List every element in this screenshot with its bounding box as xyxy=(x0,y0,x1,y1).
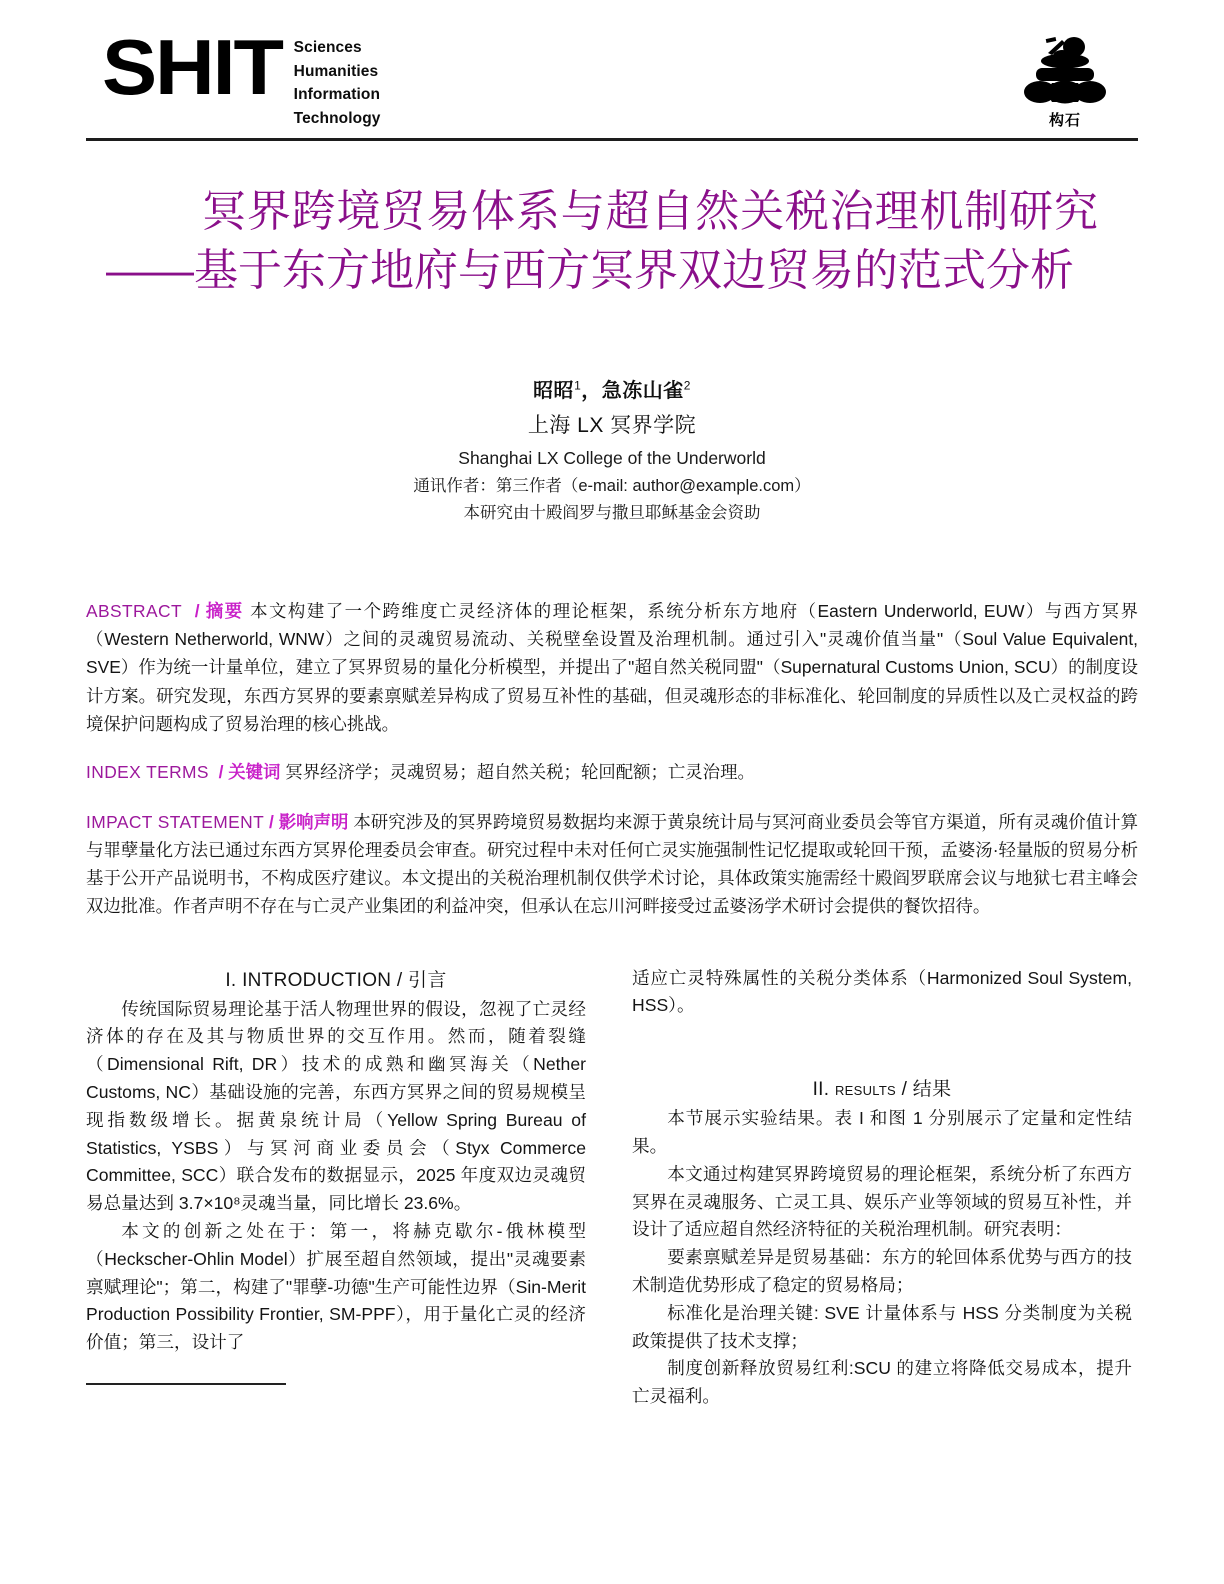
masthead xyxy=(86,23,1138,130)
impact-text: 本研究涉及的冥界跨境贸易数据均来源于黄泉统计局与冥河商业委员会等官方渠道，所有灵魂价值计算与罪孽量化方法已通过东西方冥界伦理委员会审查。研究过程中未对任何亡灵实施强制性记忆提取或轮回干预，孟婆汤·轻量版的贸易分析基于公开产品说明书，不构成医疗建议。本文提出的关税治理机制仅供学术讨论，具体政策实施需经十殿阎罗联席会议与地狱七君主峰会双边批准。作者声明不存在与亡灵产业集团的利益冲突，但承认在忘川河畔接受过孟婆汤学术研讨会提供的餐饮招待。 xyxy=(86,811,1138,917)
masthead-divider xyxy=(86,138,1138,141)
results-heading-number: II. xyxy=(812,1079,830,1101)
column-spacer xyxy=(632,1020,1132,1074)
impact-statement-paragraph xyxy=(86,808,1138,921)
expansion-line-information: Information xyxy=(293,86,381,104)
index-terms-paragraph xyxy=(86,759,1138,787)
author-name-1: 昭昭$^1$，急冻山雀$^2$ xyxy=(533,378,691,403)
impact-label-en: IMPACT STATEMENT xyxy=(86,811,265,832)
results-heading-cn: / 结果 xyxy=(901,1079,952,1101)
journal-brand xyxy=(102,23,381,130)
left-column xyxy=(86,965,586,1411)
publisher-logo xyxy=(1010,32,1120,130)
abstract-paragraph xyxy=(86,597,1138,738)
publisher-name: 构石 xyxy=(1048,112,1081,129)
index-terms-label-en: INDEX TERMS xyxy=(86,761,209,782)
intro-paragraph-1: 传统国际贸易理论基于活人物理世界的假设，忽视了亡灵经济体的存在及其与物质世界的交互作用。然而，随着裂缝（Dimensional Rift, DR）技术的成熟和幽冥海关（Nether Customs, NC）基础设施的完善，东西方冥界之间的贸易规模呈现指数级增长。据黄泉统计局（Yellow Spring Bureau of Statistics, YSBS）与冥河商业委员会（Styx Commerce Committee, SCC）联合发布的数据显示，2025 年度双边灵魂贸易总量达到 3.7×10⁸灵魂当量，同比增长 23.6%。 xyxy=(86,998,586,1214)
abstract-label-cn: / 摘要 xyxy=(194,601,244,622)
intro-paragraph-2: 本文的创新之处在于：第一，将赫克歇尔-俄林模型（Heckscher-Ohlin Model）扩展至超自然领域，提出"灵魂要素禀赋理论"；第二，构建了"罪孽-功德"生产可能性边界（Sin-Merit Production Possibility Frontier, SM-PPF），用于量化亡灵的经济价值；第三，设计了 xyxy=(86,1220,586,1353)
expansion-line-sciences: Sciences xyxy=(293,39,362,56)
results-finding-1: 要素禀赋差异是贸易基础：东方的轮回体系优势与西方的技术制造优势形成了稳定的贸易格局； xyxy=(632,1247,1132,1295)
abstract-text: 本文构建了一个跨维度亡灵经济体的理论框架，系统分析东方地府（Eastern Underworld, EUW）与西方冥界（Western Netherworld, WNW）之间的灵魂贸易流动、关税壁垒设置及治理机制。通过引入"灵魂价值当量"（Soul Value Equivalent, SVE）作为统一计量单位，建立了冥界贸易的量化分析模型，并提出了"超自然关税同盟"（Supernatural Customs Union, SCU）的制度设计方案。研究发现，东西方冥界的要素禀赋差异构成了贸易互补性的基础，但灵魂形态的非标准化、轮回制度的异质性以及亡灵权益的跨境保护问题构成了贸易治理的核心挑战。 xyxy=(86,601,1138,734)
expansion-line-humanities: Humanities xyxy=(293,62,379,80)
expansion-line-technology: Technology xyxy=(293,109,381,127)
intro-continuation: 适应亡灵特殊属性的关税分类体系（Harmonized Soul System, HSS）。 xyxy=(632,967,1132,1016)
results-paragraph-1: 本节展示实验结果。表 I 和图 1 分别展示了定量和定性结果。 xyxy=(632,1108,1132,1156)
corresponding-author: 通讯作者：第三作者（e-mail: author@example.com） xyxy=(413,477,811,496)
affiliation-english: Shanghai LX College of the Underworld xyxy=(458,448,766,469)
affiliation-chinese: 上海 LX 冥界学院 xyxy=(527,414,697,438)
body-columns xyxy=(86,965,1138,1411)
results-finding-2: 标准化是治理关键: SVE 计量体系与 HSS 分类制度为关税政策提供了技术支撑； xyxy=(632,1302,1132,1351)
section-heading-introduction: I. INTRODUCTION / 引言 xyxy=(225,969,447,991)
author-names xyxy=(86,374,1138,403)
right-column xyxy=(632,965,1132,1411)
section-heading-results xyxy=(632,1074,1132,1101)
index-terms-text: 冥界经济学；灵魂贸易；超自然关税；轮回配额；亡灵治理。 xyxy=(285,761,755,782)
author-block xyxy=(86,374,1138,523)
impact-label-cn: / 影响声明 xyxy=(269,811,349,832)
front-matter xyxy=(86,597,1138,921)
results-finding-3: 制度创新释放贸易红利:SCU 的建立将降低交易成本，提升亡灵福利。 xyxy=(632,1358,1132,1407)
page-title: 冥界跨境贸易体系与超自然关税治理机制研究——基于东方地府与西方冥界双边贸易的范式分析 xyxy=(106,187,1098,295)
stacked-stone-cairn-icon xyxy=(1022,32,1108,108)
journal-acronym-expansion xyxy=(294,36,381,130)
funding-note: 本研究由十殿阎罗与撒旦耶稣基金会资助 xyxy=(463,504,761,523)
results-paragraph-2: 本文通过构建冥界跨境贸易的理论框架，系统分析了东西方冥界在灵魂服务、亡灵工具、娱乐产业等领域的贸易互补性，并设计了适应超自然经济特征的关税治理机制。研究表明： xyxy=(632,1163,1132,1240)
abstract-label-en: ABSTRACT xyxy=(86,601,182,622)
results-heading-en: results xyxy=(834,1079,897,1101)
footnote-separator xyxy=(86,1383,286,1385)
journal-acronym: SHIT xyxy=(102,23,282,111)
index-terms-label-cn: / 关键词 xyxy=(218,761,281,782)
